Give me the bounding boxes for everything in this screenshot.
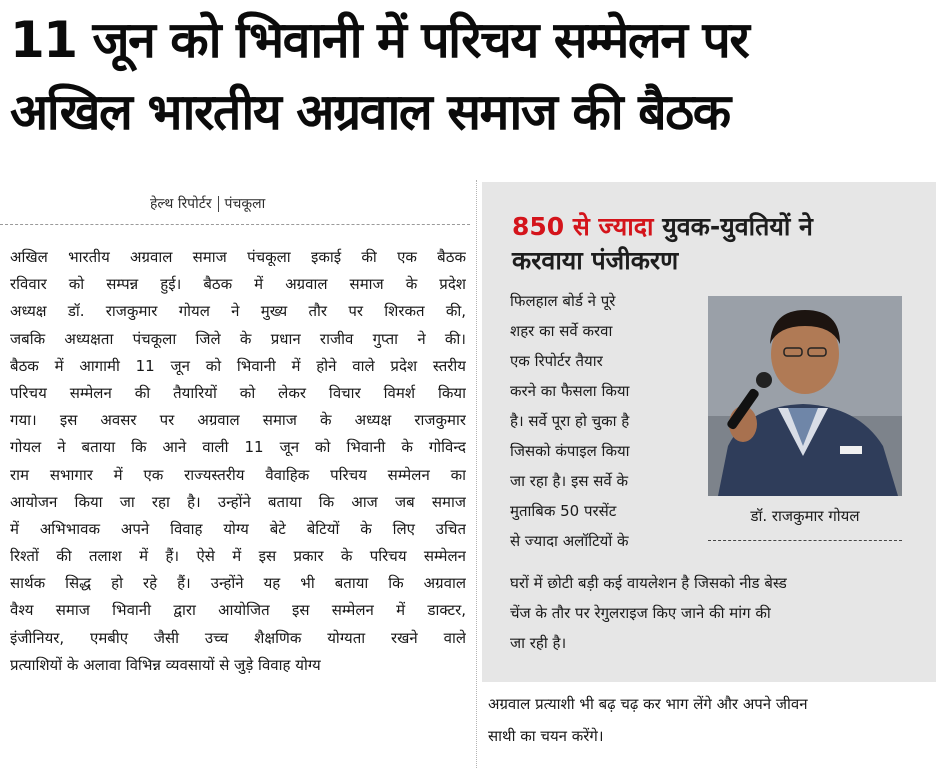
sidebar-line: से ज्यादा अलॉटियों के	[510, 532, 629, 550]
sidebar-heading-highlight: 850 से ज्यादा	[512, 212, 654, 241]
byline	[150, 194, 470, 214]
sidebar-line: शहर का सर्वे करवा	[510, 322, 613, 340]
sidebar-line: जा रहा है। इस सर्वे के	[510, 472, 628, 490]
article-line: गोयल ने बताया कि आने वाली 11 जून को भिवानी के गोविन्द	[10, 438, 466, 457]
article-line: साथी का चयन करेंगे।	[488, 727, 604, 745]
headline	[10, 4, 928, 148]
article-line: राम सभागार में एक राज्यस्तरीय वैवाहिक परिचय सम्मेलन का	[10, 465, 466, 484]
sidebar-line: है। सर्वे पूरा हो चुका है	[510, 412, 630, 430]
column-divider	[476, 180, 477, 768]
article-line: वैश्य समाज भिवानी द्वारा आयोजित इस सम्मेलन में डाक्टर,	[10, 601, 466, 620]
article-line: परिचय सम्मेलन की तैयारियों को लेकर विचार विमर्श किया	[10, 383, 466, 402]
sidebar-line: जिसको कंपाइल किया	[510, 442, 630, 460]
column-top-rule	[0, 224, 470, 225]
sidebar-heading-line-2: करवाया पंजीकरण	[512, 246, 679, 275]
sidebar-text-wide	[510, 568, 920, 658]
article-line: सार्थक सिद्ध हो रहे हैं। उन्होंने यह भी बताया कि अग्रवाल	[10, 574, 466, 593]
sidebar-line: फिलहाल बोर्ड ने पूरे	[510, 292, 616, 310]
article-line: इंजीनियर, एमबीए जैसी उच्च शैक्षणिक योग्यता रखने वाले	[10, 628, 466, 647]
article-line: अग्रवाल प्रत्याशी भी बढ़ चढ़ कर भाग लेंगे और अपने जीवन	[488, 695, 808, 713]
article-line: अखिल भारतीय अग्रवाल समाज पंचकूला इकाई की एक बैठक	[10, 248, 466, 266]
sidebar-heading	[512, 210, 932, 278]
sidebar-line: मुताबिक 50 परसेंट	[510, 502, 617, 520]
headline-line-2: अखिल भारतीय अग्रवाल समाज की बैठक	[10, 83, 730, 141]
article-line: प्रत्याशियों के अलावा विभिन्न व्यवसायों से जुड़े विवाह योग्य	[10, 655, 321, 674]
article-line: गया। इस अवसर पर अग्रवाल समाज के अध्यक्ष राजकुमार	[10, 411, 466, 430]
sidebar-line: जा रही है।	[510, 634, 567, 652]
sidebar-heading-rest: युवक-युवतियों ने	[653, 212, 813, 241]
headline-line-1: 11 जून को भिवानी में परिचय सम्मेलन पर	[10, 11, 749, 69]
article-line: जबकि अध्यक्षता पंचकूला जिले के प्रधान राजीव गुप्ता ने की।	[10, 329, 466, 348]
byline-location: पंचकूला	[224, 196, 266, 212]
sidebar-line: घरों में छोटी बड़ी कई वायलेशन है जिसको नीड बेस्ड	[510, 574, 787, 592]
byline-reporter: हेल्थ रिपोर्टर	[150, 196, 212, 212]
byline-separator	[218, 196, 219, 212]
article-line: रविवार को सम्पन्न हुई। बैठक में अग्रवाल समाज के प्रदेश	[10, 275, 466, 294]
person-photo-illustration	[708, 296, 902, 496]
article-line: में अभिभावक अपने विवाह योग्य बेटे बेटियों के लिए उचित	[10, 519, 466, 538]
article-body-left	[10, 244, 466, 679]
sidebar-text	[510, 286, 700, 556]
article-body-right	[488, 688, 928, 752]
article-line: आयोजन किया जा रहा है। उन्होंने बताया कि आज जब समाज	[10, 492, 466, 511]
caption-rule	[708, 540, 902, 541]
sidebar-line: एक रिपोर्टर तैयार	[510, 352, 603, 370]
article-line: रिश्तों की तलाश में हैं। ऐसे में इस प्रकार के परिचय सम्मेलन	[10, 547, 466, 566]
photo-caption: डॉ. राजकुमार गोयल	[750, 507, 860, 525]
article-line: अध्यक्ष डॉ. राजकुमार गोयल ने मुख्य तौर पर शिरकत की,	[10, 302, 466, 321]
article-line: बैठक में आगामी 11 जून को भिवानी में होने वाले प्रदेश स्तरीय	[10, 356, 466, 375]
person-photo	[708, 296, 902, 496]
sidebar-line: करने का फैसला किया	[510, 382, 630, 400]
sidebar-line: चेंज के तौर पर रेगुलराइज किए जाने की मांग की	[510, 604, 771, 622]
